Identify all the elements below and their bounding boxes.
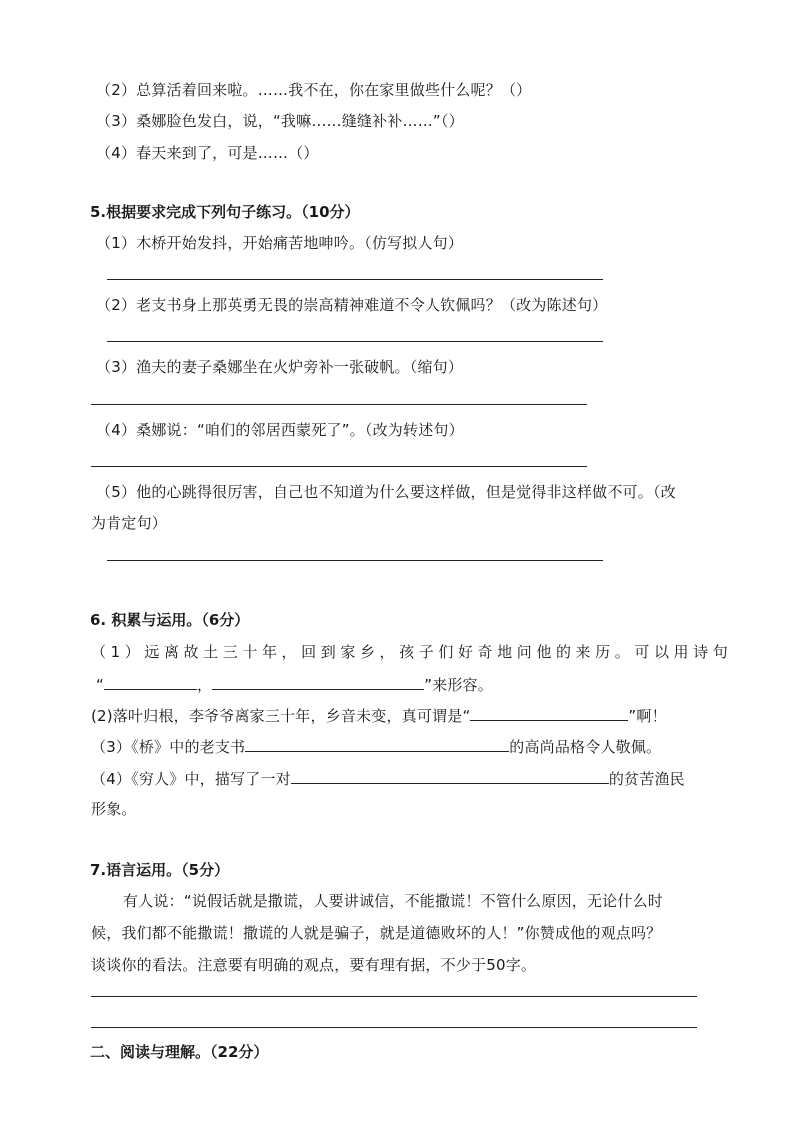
q5-item-1: （1）木桥开始发抖，开始痛苦地呻吟。（仿写拟人句） <box>96 234 464 252</box>
q5-heading: 5.根据要求完成下列句子练习。（10分） <box>90 203 360 221</box>
q6-item-2-text: (2)落叶归根，李爷爷离家三十年，乡音未变，真可谓是“ <box>91 707 471 725</box>
q4-item-4: （4）春天来到了，可是……（） <box>96 144 319 162</box>
q7-answer-line-1[interactable] <box>91 996 697 997</box>
q6-item-3-text: （3）《桥》中的老支书 <box>91 738 246 756</box>
q6-item-4 <box>91 768 685 789</box>
q7-paragraph-line-1: 有人说：“说假话就是撒谎，人要讲诚信，不能撒谎！不管什么原因，无论什么时 <box>123 892 663 910</box>
q5-answer-line-2[interactable] <box>107 341 603 342</box>
poem-blank-2[interactable] <box>212 674 424 690</box>
q5-answer-line-3[interactable] <box>91 404 587 405</box>
q6-item-4-blank[interactable] <box>291 768 609 784</box>
q4-item-2: （2）总算活着回来啦。……我不在，你在家里做些什么呢？（） <box>96 81 532 99</box>
q7-paragraph-line-2: 候，我们都不能撒谎！撒谎的人就是骗子，就是道德败坏的人！”你赞成他的观点吗？ <box>91 924 662 942</box>
q6-item-1-line-2 <box>96 674 493 695</box>
open-quote: “ <box>96 676 104 694</box>
q5-item-2: （2）老支书身上那英勇无畏的崇高精神难道不令人钦佩吗？（改为陈述句） <box>96 296 608 314</box>
q5-answer-line-4[interactable] <box>91 466 587 467</box>
q6-item-2 <box>91 705 667 726</box>
q7-paragraph-line-3: 谈谈你的看法。注意要有明确的观点，要有理有据，不少于50字。 <box>91 956 537 974</box>
q6-item-3-blank[interactable] <box>245 736 509 752</box>
close-quote-text: ”来形容。 <box>424 676 493 694</box>
q6-item-4-line-2: 形象。 <box>91 800 137 818</box>
q6-item-4-end: 的贫苦渔民 <box>608 770 685 788</box>
q5-answer-line-5[interactable] <box>107 560 603 561</box>
q6-item-4-text: （4）《穷人》中，描写了一对 <box>91 770 291 788</box>
q6-item-1-line-1: （1）远离故土三十年，回到家乡，孩子们好奇地问他的来历。可以用诗句 <box>91 643 733 661</box>
poem-blank-1[interactable] <box>104 674 197 690</box>
q6-item-3 <box>91 736 661 757</box>
q5-item-3: （3）渔夫的妻子桑娜坐在火炉旁补一张破帆。（缩句） <box>96 358 464 376</box>
q4-item-3: （3）桑娜脸色发白，说，“我嘛……缝缝补补……”（） <box>96 112 464 130</box>
q6-item-2-blank[interactable] <box>470 705 628 721</box>
q5-answer-line-1[interactable] <box>107 279 603 280</box>
comma: ， <box>196 676 213 694</box>
q7-answer-line-2[interactable] <box>91 1027 697 1028</box>
q6-item-3-end: 的高尚品格令人敬佩。 <box>509 738 662 756</box>
q5-item-5-line-2: 为肯定句） <box>91 514 168 532</box>
q6-heading: 6. 积累与运用。（6分） <box>90 611 250 629</box>
q7-heading: 7.语言运用。（5分） <box>90 861 230 879</box>
q5-item-5-line-1: （5）他的心跳得很厉害，自己也不知道为什么要这样做，但是觉得非这样做不可。（改 <box>96 483 676 501</box>
q5-item-4: （4）桑娜说：“咱们的邻居西蒙死了”。（改为转述句） <box>96 421 464 439</box>
section-2-heading: 二、阅读与理解。（22分） <box>90 1043 269 1061</box>
q6-item-2-end: ”啊！ <box>628 707 667 725</box>
